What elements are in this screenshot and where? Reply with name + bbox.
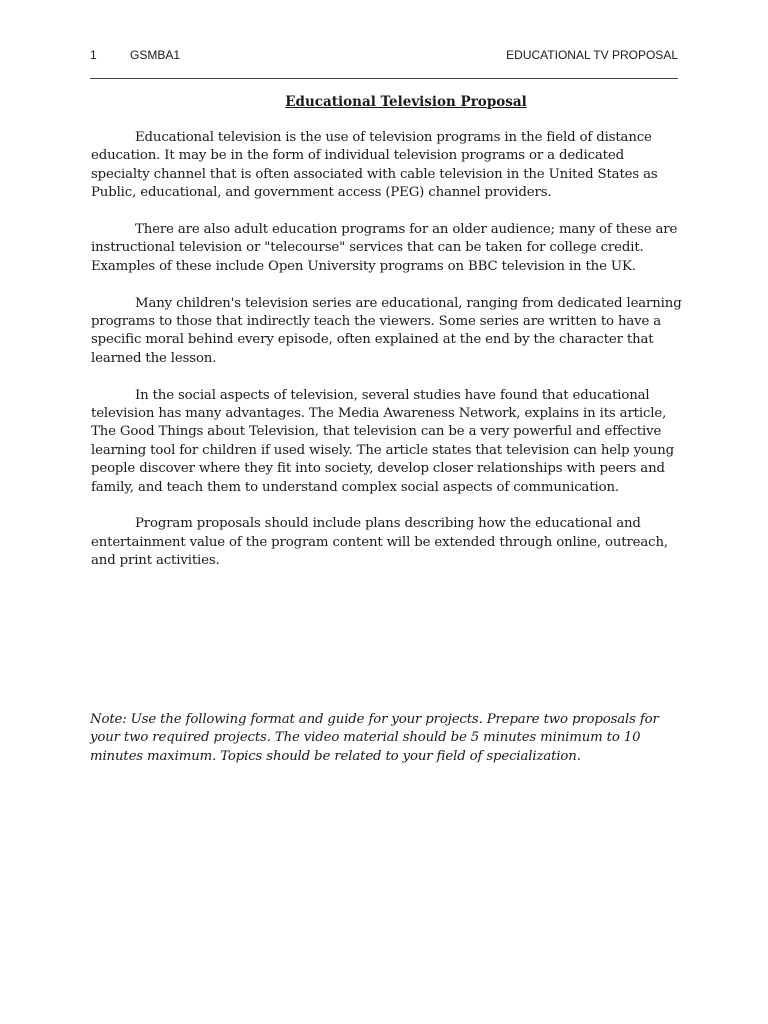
header-divider <box>90 78 678 79</box>
paragraph: Program proposals should include plans describing how the educational and entertainment value of the program content will be extended through online, outreach, and print activities. <box>91 516 668 569</box>
page-number: 1 <box>90 48 97 62</box>
paragraph: There are also adult education programs for an older audience; many of these are instructional television or "telecourse" services that can be taken for college credit. Examples of these include Open University programs on BBC television in the UK. <box>91 222 678 274</box>
paragraph: In the social aspects of television, several studies have found that educational television has many advantages. The Media Awareness Network, explains in its article, The Good Things about Television, that television can be a very powerful and effective learning tool for children if used wisely. The article states that television can help young people discover where they fit into society, develop closer relationships with peers and family, and teach them to understand complex social aspects of communication. <box>91 387 674 495</box>
document-body <box>91 129 685 589</box>
paragraph: Educational television is the use of television programs in the field of distance education. It may be in the form of individual television programs or a dedicated specialty channel that is often associated with cable television in the United States as Public, educational, and government access (PEG) channel providers. <box>91 130 658 201</box>
document-title: Educational Television Proposal <box>285 94 527 110</box>
course-code: GSMBA1 <box>130 48 181 62</box>
page-header <box>90 46 678 64</box>
note-paragraph: Note: Use the following format and guide for your projects. Prepare two proposals for your two required projects. The video material should be 5 minutes minimum to 10 minutes maximum. Topics should be related to your field of specialization. <box>90 712 659 764</box>
running-title: EDUCATIONAL TV PROPOSAL <box>506 48 678 62</box>
paragraph: Many children's television series are educational, ranging from dedicated learning programs to those that indirectly teach the viewers. Some series are written to have a specific moral behind every episode, often explained at the end by the character that learned the lesson. <box>91 295 682 366</box>
